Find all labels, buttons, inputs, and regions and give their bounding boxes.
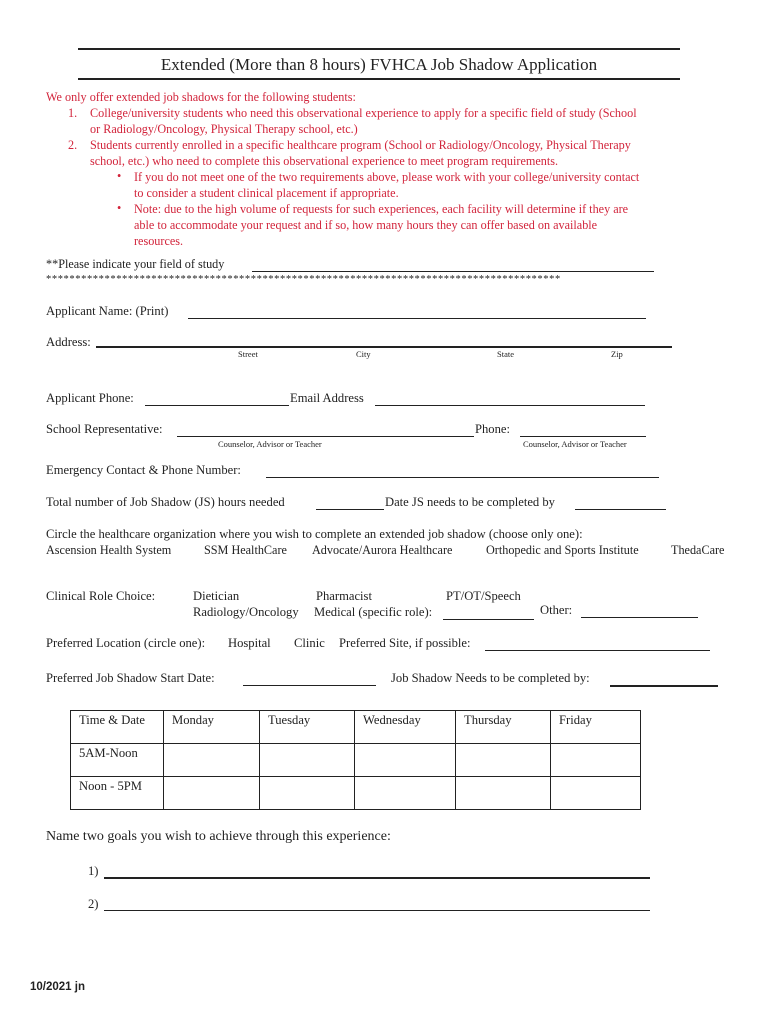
eligibility-intro: We only offer extended job shadows for the following students: [46, 90, 356, 104]
js-date-label: Date JS needs to be completed by [385, 495, 555, 509]
eligibility-item-2-number: 2. [68, 138, 78, 152]
header-monday: Monday [164, 711, 260, 744]
applicant-phone-input[interactable] [145, 405, 289, 406]
bullet-2-line-2: able to accommodate your request and if so, how many hours they can offer based on available [134, 218, 598, 232]
header-thursday: Thursday [456, 711, 551, 744]
location-option-clinic[interactable]: Clinic [294, 636, 325, 650]
role-option-pt-ot-speech[interactable]: PT/OT/Speech [446, 589, 521, 603]
address-input[interactable] [96, 346, 672, 348]
goals-prompt: Name two goals you wish to achieve through this experience: [46, 829, 391, 844]
role-option-pharmacist[interactable]: Pharmacist [316, 589, 372, 603]
preferred-site-label: Preferred Site, if possible: [339, 636, 471, 650]
address-zip-label: Zip [611, 349, 623, 359]
emergency-contact-input[interactable] [266, 477, 659, 478]
role-medical-input[interactable] [443, 619, 534, 620]
emergency-contact-label: Emergency Contact & Phone Number: [46, 463, 241, 477]
bullet-dot: • [117, 169, 122, 183]
goal-2-input[interactable] [104, 910, 650, 911]
start-date-input[interactable] [243, 685, 376, 686]
school-rep-sublabel: Counselor, Advisor or Teacher [218, 439, 322, 449]
bullet-2-line-1: Note: due to the high volume of requests for such experiences, each facility will determine if they are [134, 202, 629, 216]
school-rep-phone-label: Phone: [475, 422, 510, 436]
org-option-ascension[interactable]: Ascension Health System [46, 543, 172, 557]
js-date-input[interactable] [575, 509, 666, 510]
eligibility-item-1-number: 1. [68, 106, 78, 120]
availability-table [70, 710, 641, 810]
cell-wednesday-morning[interactable] [355, 744, 456, 777]
title-rule-top [78, 48, 680, 50]
header-friday: Friday [551, 711, 641, 744]
table-row [71, 777, 641, 810]
applicant-phone-label: Applicant Phone: [46, 391, 134, 405]
eligibility-item-1-line-1: College/university students who need this observational experience to apply for a specific field of study (School [90, 106, 637, 120]
cell-tuesday-morning[interactable] [260, 744, 355, 777]
cell-friday-afternoon[interactable] [551, 777, 641, 810]
role-option-medical[interactable]: Medical (specific role): [314, 605, 433, 619]
org-option-ssm[interactable]: SSM HealthCare [204, 543, 287, 557]
address-street-label: Street [238, 349, 258, 359]
js-hours-input[interactable] [316, 509, 384, 510]
complete-by-input[interactable] [610, 685, 718, 687]
role-option-radiology-oncology[interactable]: Radiology/Oncology [193, 605, 299, 619]
separator-asterisks: **************************************************************************************** [46, 274, 561, 285]
organization-prompt: Circle the healthcare organization where you wish to complete an extended job shadow (choose only one): [46, 527, 583, 541]
applicant-name-label: Applicant Name: (Print) [46, 304, 169, 318]
table-row [71, 744, 641, 777]
location-option-hospital[interactable]: Hospital [228, 636, 271, 650]
field-of-study-input[interactable] [252, 271, 654, 272]
org-option-orthopedic[interactable]: Orthopedic and Sports Institute [486, 543, 639, 557]
cell-wednesday-afternoon[interactable] [355, 777, 456, 810]
header-wednesday: Wednesday [355, 711, 456, 744]
school-rep-phone-input[interactable] [520, 436, 646, 437]
page-title: Extended (More than 8 hours) FVHCA Job Shadow Application [160, 55, 598, 74]
table-header-row [71, 711, 641, 744]
cell-friday-morning[interactable] [551, 744, 641, 777]
bullet-1-line-1: If you do not meet one of the two requirements above, please work with your college/university contact [134, 170, 640, 184]
eligibility-item-2-line-1: Students currently enrolled in a specific healthcare program (School or Radiology/Oncology, Physical Therapy [90, 138, 631, 152]
school-rep-input[interactable] [177, 436, 474, 437]
school-rep-label: School Representative: [46, 422, 163, 436]
cell-thursday-afternoon[interactable] [456, 777, 551, 810]
goal-1-input[interactable] [104, 877, 650, 879]
applicant-name-input[interactable] [188, 318, 646, 319]
goal-2-number: 2) [88, 897, 99, 911]
role-option-dietician[interactable]: Dietician [193, 589, 240, 603]
org-option-advocate-aurora[interactable]: Advocate/Aurora Healthcare [312, 543, 453, 557]
bullet-dot: • [117, 201, 122, 215]
eligibility-item-1-line-2: or Radiology/Oncology, Physical Therapy school, etc.) [90, 122, 358, 136]
email-input[interactable] [375, 405, 645, 406]
header-tuesday: Tuesday [260, 711, 355, 744]
eligibility-item-2-line-2: school, etc.) who need to complete this observational experience to meet program requirements. [90, 154, 559, 168]
bullet-1-line-2: to consider a student clinical placement if appropriate. [134, 186, 399, 200]
cell-monday-afternoon[interactable] [164, 777, 260, 810]
preferred-site-input[interactable] [485, 650, 710, 651]
bullet-2-line-3: resources. [134, 234, 184, 248]
header-time-date: Time & Date [71, 711, 164, 744]
role-option-other[interactable]: Other: [540, 603, 573, 617]
address-city-label: City [356, 349, 371, 359]
email-label: Email Address [290, 391, 364, 405]
goal-1-number: 1) [88, 864, 99, 878]
cell-tuesday-afternoon[interactable] [260, 777, 355, 810]
school-rep-phone-sublabel: Counselor, Advisor or Teacher [523, 439, 627, 449]
address-label: Address: [46, 335, 91, 349]
preferred-location-label: Preferred Location (circle one): [46, 636, 206, 650]
start-date-label: Preferred Job Shadow Start Date: [46, 671, 215, 685]
form-version-code: 10/2021 jn [30, 981, 85, 993]
role-other-input[interactable] [581, 617, 698, 618]
js-hours-label: Total number of Job Shadow (JS) hours needed [46, 495, 285, 509]
row-label-morning: 5AM-Noon [71, 744, 164, 777]
title-rule-bottom [78, 78, 680, 80]
org-option-thedacare[interactable]: ThedaCare [671, 543, 725, 557]
address-state-label: State [497, 349, 514, 359]
complete-by-label: Job Shadow Needs to be completed by: [391, 671, 590, 685]
field-of-study-label: **Please indicate your field of study [46, 257, 225, 271]
clinical-role-label: Clinical Role Choice: [46, 589, 156, 603]
cell-thursday-morning[interactable] [456, 744, 551, 777]
cell-monday-morning[interactable] [164, 744, 260, 777]
row-label-afternoon: Noon - 5PM [71, 777, 164, 810]
